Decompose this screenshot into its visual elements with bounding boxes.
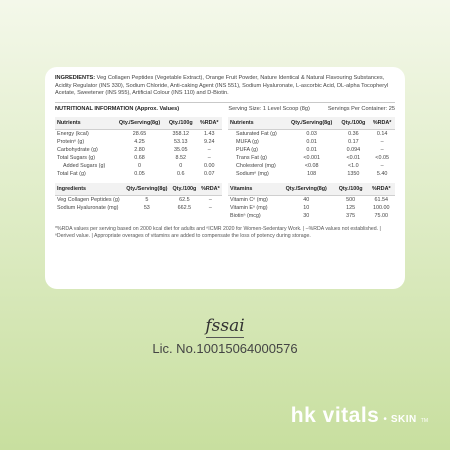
per100-value: 0	[179, 162, 183, 169]
rda-value: –	[380, 138, 384, 145]
serving-value: <0.001	[303, 154, 320, 161]
rda-value: –	[380, 146, 384, 153]
table-row	[55, 138, 222, 146]
vitamin-name: Biotinⁿ (mcg)	[230, 212, 261, 219]
table-header-row	[228, 117, 395, 130]
per100-value: 8.52	[175, 154, 187, 161]
col-header: %RDA*	[199, 183, 222, 196]
col-header: Qty./100g	[170, 183, 199, 196]
vitamin-name: Vitamin Cⁿ (mg)	[230, 196, 268, 203]
nutrient-name: MUFA (g)	[236, 138, 259, 145]
nutrient-tables	[55, 117, 395, 220]
per100-value: 53.13	[174, 138, 188, 145]
per100-value: 375	[346, 212, 356, 219]
ingredients-label: INGREDIENTS:	[55, 75, 96, 81]
rda-value: 75.00	[374, 212, 389, 219]
serving-value: 30	[303, 212, 310, 219]
table-row	[228, 195, 395, 204]
rda-value: 1.43	[204, 130, 215, 137]
serving-value: 28.65	[132, 130, 147, 137]
footnote: *%RDA values per serving based on 2000 kcal diet for adults and ⁿICMR 2020 for Women-Sedentary Work. | –%RDA values not established. | ⁿDerived value. | Appropriate overages of vitamins are added to compensate the loss of potency during storage.	[55, 225, 381, 239]
serving-value: 0.68	[134, 154, 145, 161]
nutrient-name: Added Sugars (g)	[63, 162, 106, 169]
table-row	[228, 154, 395, 162]
nutrient-name: Total Fat (g)	[57, 170, 86, 177]
nutrient-name: Cholesterol (mg)	[236, 162, 276, 169]
table-row	[55, 154, 222, 162]
table-row	[55, 170, 222, 178]
table-row	[228, 146, 395, 154]
serving-value: 0	[138, 162, 142, 169]
per100-value: 0.17	[348, 138, 359, 145]
brand-logo	[291, 404, 428, 428]
serving-value: 5	[145, 196, 149, 203]
col-header: Qty./Serving(8g)	[279, 183, 334, 196]
col-header: %RDA*	[369, 117, 395, 130]
table-header-row	[55, 117, 222, 130]
per100-value: 0.6	[177, 170, 185, 177]
serving-value: 2.80	[134, 146, 145, 153]
per100-value: 1350	[347, 170, 360, 177]
col-header: Qty./100g	[165, 117, 196, 130]
license-number: Lic. No.10015064000576	[152, 341, 298, 356]
rda-value: 9.24	[204, 138, 215, 145]
serving-size: Serving Size: 1 Level Scoop (8g)	[228, 105, 310, 112]
col-header: Nutrients	[228, 117, 286, 130]
table-row	[228, 129, 395, 138]
col-header: Qty./Serving(8g)	[286, 117, 338, 130]
nutrient-name: Energy (kcal)	[57, 130, 89, 137]
nutrient-name: Proteinⁿ (g)	[57, 138, 85, 145]
per100-value: 0.094	[346, 146, 361, 153]
rda-value: 0.14	[376, 130, 388, 137]
brand-dot-icon: •	[383, 414, 387, 425]
col-header: Qty./Serving(8g)	[124, 183, 171, 196]
brand-name: hk vitals	[290, 404, 380, 427]
serving-value: 10	[303, 204, 310, 211]
rda-value: 61.54	[374, 196, 389, 203]
per100-value: <1.0	[348, 162, 359, 169]
nutrient-name: Carbohydrate (g)	[57, 146, 98, 153]
serving-value: 40	[303, 196, 310, 203]
per100-value: 125	[346, 204, 356, 211]
col-header: Qty./100g	[337, 117, 369, 130]
nutrition-label-card	[45, 67, 405, 289]
rda-value: –	[207, 154, 211, 161]
per100-value: 0.36	[348, 130, 359, 137]
col-header: Vitamins	[228, 183, 279, 196]
col-header: Qty./Serving(8g)	[114, 117, 165, 130]
rda-value: 100.00	[373, 204, 390, 211]
nutrient-table-right	[228, 117, 395, 178]
per100-value: 35.05	[174, 146, 188, 153]
fssai-logo-text: fssai	[205, 316, 245, 336]
table-row	[228, 204, 395, 212]
servings-per-container: Servings Per Container: 25	[327, 105, 395, 112]
brand-sub: SKIN	[390, 414, 417, 425]
per100-value: 662.5	[177, 204, 192, 211]
table-row	[55, 146, 222, 154]
col-header: Nutrients	[55, 117, 114, 130]
ingredient-name: Sodium Hyaluronate (mg)	[57, 204, 119, 211]
per100-value: 62.5	[179, 196, 190, 203]
table-header-row	[55, 183, 222, 196]
per100-value: <0.01	[346, 154, 361, 161]
table-row	[228, 212, 395, 220]
ingredients-text	[55, 75, 395, 98]
trademark-mark: TM	[420, 418, 428, 424]
serving-value: 0.01	[306, 138, 317, 145]
serving-value: 0.03	[306, 130, 317, 137]
vitamin-name: Vitamin Eⁿ (mg)	[230, 204, 268, 211]
serving-value: 0.01	[306, 146, 317, 153]
table-row	[55, 204, 222, 212]
rda-value: –	[207, 146, 211, 153]
ingredients-table	[55, 183, 222, 212]
table-row	[228, 138, 395, 146]
fssai-underline	[206, 337, 244, 338]
per100-value: 358.12	[172, 130, 190, 137]
nutrient-table-left	[55, 117, 222, 178]
rda-value: 0.00	[204, 162, 215, 169]
nutrient-name: Total Sugars (g)	[57, 154, 96, 161]
rda-value: –	[208, 204, 212, 211]
table-row	[55, 129, 222, 138]
per100-value: 500	[346, 196, 356, 203]
nutrition-header	[55, 103, 395, 115]
col-header: Ingredients	[55, 183, 124, 196]
rda-value: –	[208, 196, 212, 203]
fssai-logo	[0, 316, 450, 338]
serving-value: 108	[307, 170, 317, 177]
nutrient-name: Trans Fat (g)	[236, 154, 267, 161]
rda-value: <0.05	[375, 154, 389, 161]
serving-value: 0.05	[134, 170, 145, 177]
nutrient-name: PUFA (g)	[236, 146, 258, 153]
table-header-row	[228, 183, 395, 196]
serving-value: 53	[143, 204, 150, 211]
table-row	[228, 162, 395, 170]
ingredient-name: Veg Collagen Peptides (g)	[57, 196, 120, 203]
col-header: Qty./100g	[334, 183, 368, 196]
serving-value: <0.08	[304, 162, 319, 169]
nutrition-title: NUTRITIONAL INFORMATION (Approx. Values)	[55, 105, 180, 112]
rda-value: 5.40	[376, 170, 388, 177]
ingredients-list: Veg Collagen Peptides (Vegetable Extract), Orange Fruit Powder, Nature Identical & Natural Flavouring Substances, Acidity Regulator (INS 330), Sodium Chloride, Anti-caking Agent (INS 551), Sodium Hyaluronate, L-ascorbic Acid, DL-alpha Tocopheryl Acetate, Sweetener (INS 955), Artificial Colour (INS 110) and D-Biotin.	[55, 75, 389, 97]
table-row	[228, 170, 395, 178]
col-header: %RDA*	[197, 117, 223, 130]
table-row	[55, 162, 222, 170]
nutrient-name: Saturated Fat (g)	[236, 130, 277, 137]
table-row	[55, 195, 222, 204]
rda-value: 0.07	[204, 170, 215, 177]
vitamins-table	[228, 183, 395, 220]
serving-value: 4.25	[134, 138, 145, 145]
col-header: %RDA*	[368, 183, 395, 196]
rda-value: –	[380, 162, 384, 169]
nutrient-name: Sodiumⁿ (mg)	[236, 170, 269, 177]
